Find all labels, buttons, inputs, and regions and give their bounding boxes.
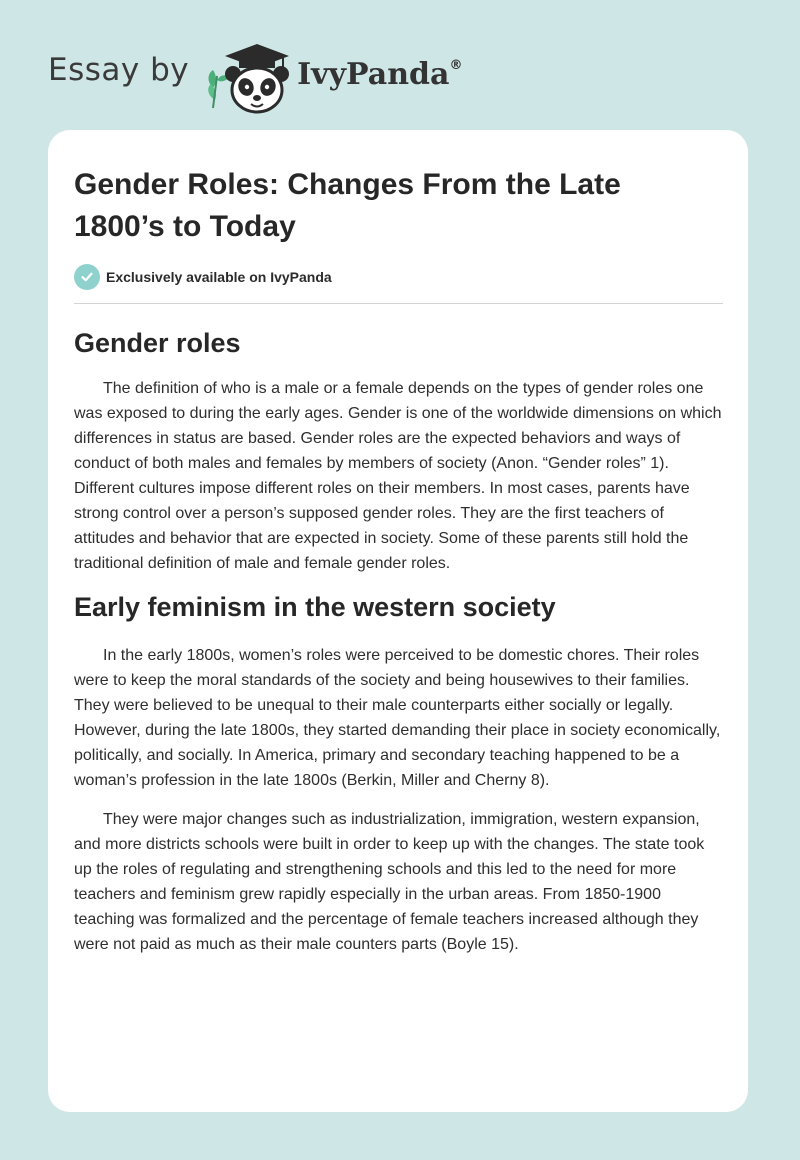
paragraph: They were major changes such as industrialization, immigration, western expansion, and more districts schools were built in order to keep up with the changes. The state took up the roles of regulating and strengthening schools and this led to the need for more teachers and feminism grew rapidly especially in the urban areas. From 1850-1900 teaching was formalized and the percentage of female teachers increased although they were not paid as much as their male counters parts (Boyle 15). — [74, 811, 705, 953]
exclusive-badge — [74, 264, 332, 290]
essay-title: Gender Roles: Changes From the Late 1800’s to Today — [74, 168, 621, 243]
essay-body — [74, 320, 724, 971]
section-heading: Early feminism in the western society — [74, 592, 556, 622]
paragraph: The definition of who is a male or a female depends on the types of gender roles one was exposed to during the early ages. Gender is one of the worldwide dimensions on which differences in status are based. Gender roles are the expected behaviors and ways of conduct of both males and females by members of society (Anon. “Gender roles” 1). Different cultures impose different roles on their members. In most cases, parents have strong control over a person’s supposed gender roles. They are the first teachers of attitudes and behavior that are expected in society. Some of these parents still hold the traditional definition of male and female gender roles. — [74, 380, 722, 572]
check-circle-icon — [74, 264, 100, 290]
essay-card — [48, 130, 748, 1112]
paragraph: In the early 1800s, women’s roles were perceived to be domestic chores. Their roles were to keep the moral standards of the society and being housewives to their families. They were believed to be unequal to their male counterparts either socially or legally. However, during the late 1800s, they started demanding their place in society economically, politically, and socially. In America, primary and secondary teaching happened to be a woman’s profession in the late 1800s (Berkin, Miller and Cherny 8). — [74, 647, 721, 789]
panda-graduate-icon[interactable] — [199, 36, 295, 116]
essay-by-label: Essay by — [48, 52, 190, 88]
registered-mark: ® — [449, 57, 463, 73]
exclusive-label: Exclusively available on IvyPanda — [106, 269, 332, 285]
divider — [74, 303, 723, 304]
brand-name[interactable]: IvyPanda® — [297, 56, 463, 92]
section-heading: Gender roles — [74, 328, 241, 358]
site-header — [48, 36, 462, 116]
